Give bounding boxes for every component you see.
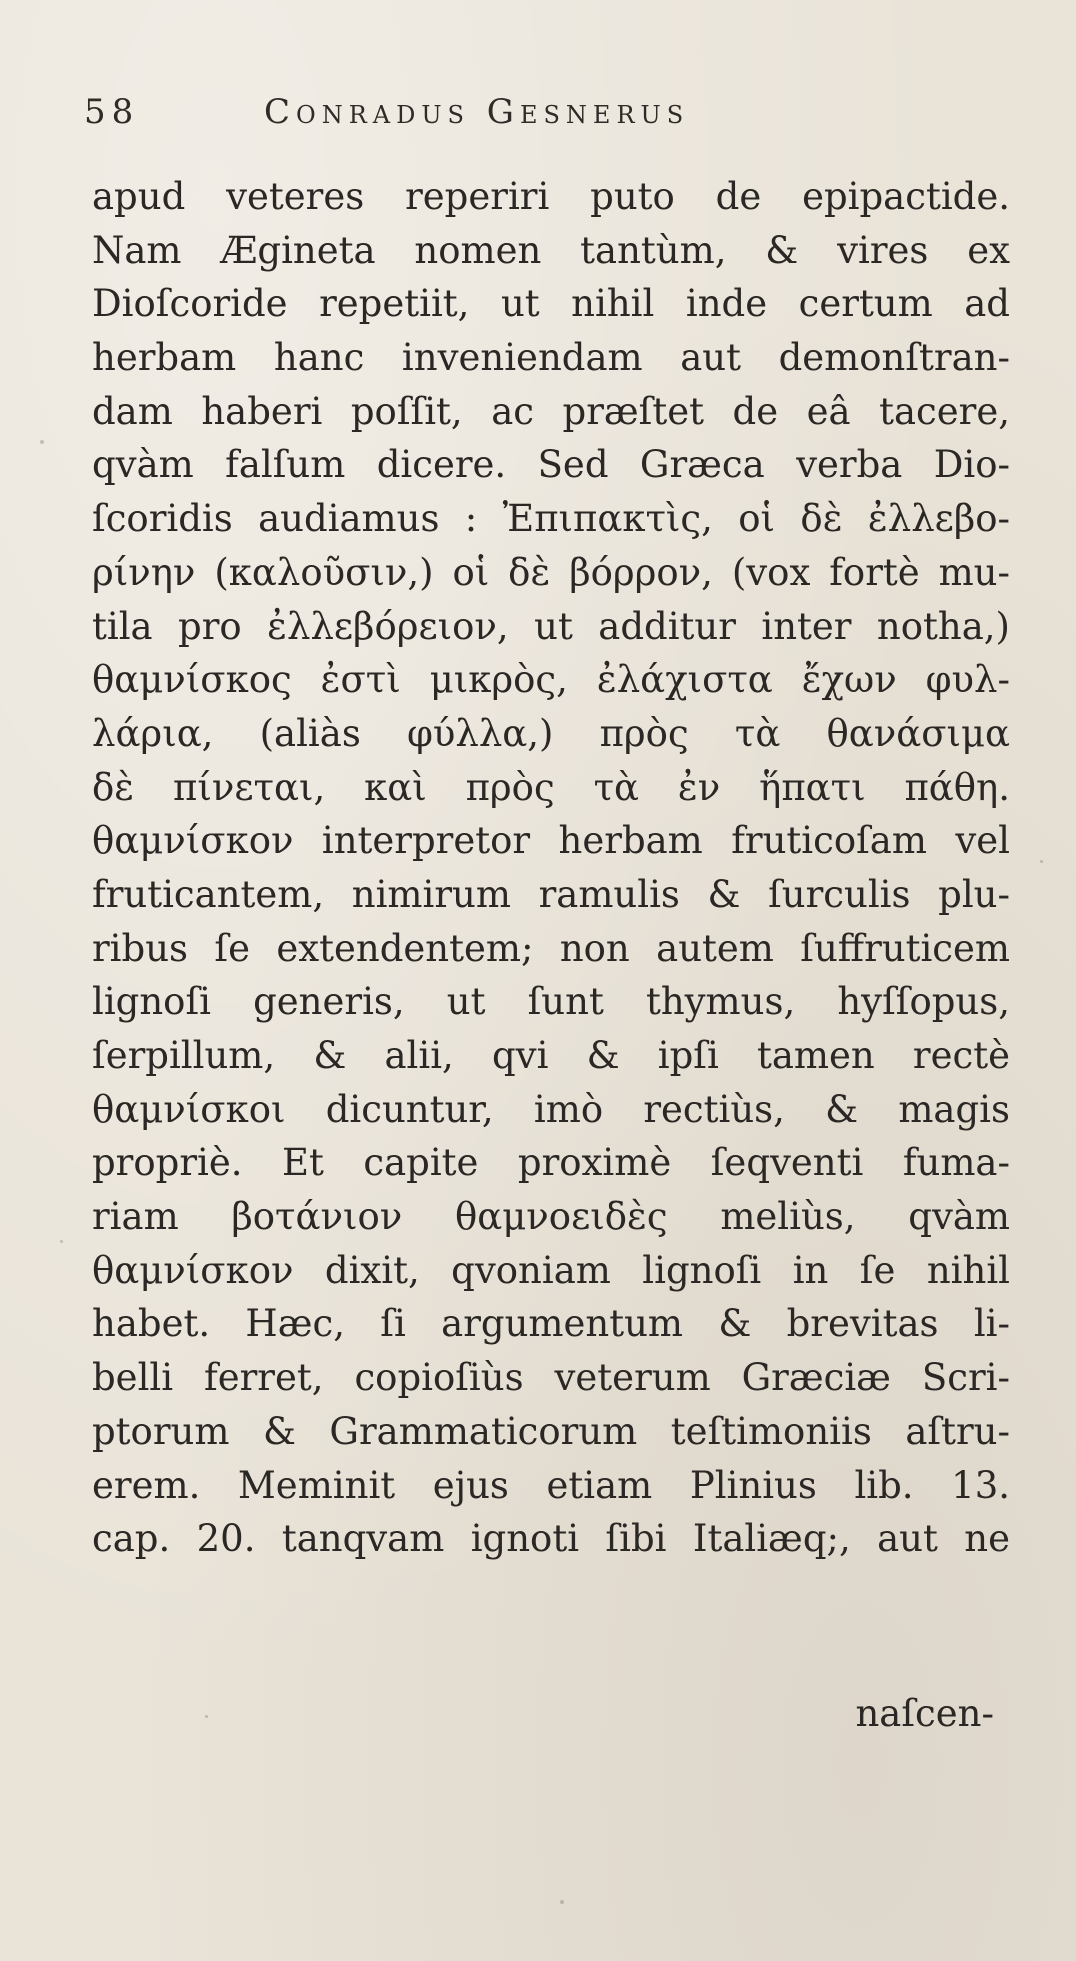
- paper-speck: [60, 1240, 63, 1243]
- body-text: [92, 170, 1010, 1566]
- paper-speck: [40, 440, 44, 444]
- text-line: lignoſi generis, ut ſunt thymus, hyſſopus,: [92, 980, 1010, 1024]
- text-line: erem. Meminit ejus etiam Plinius lib. 13.: [92, 1463, 1010, 1507]
- text-line: Dioſcoride repetiit, ut nihil inde certum ad: [92, 282, 1010, 326]
- text-line: δὲ πίνεται, καὶ πρὸς τὰ ἐν ἥπατι πάθη.: [92, 765, 1010, 809]
- text-line: qvàm falſum dicere. Sed Græca verba Dio-: [92, 443, 1010, 487]
- text-line: riam βοτάνιον θαμνοειδὲς meliùs, qvàm: [92, 1195, 1010, 1239]
- text-line: θαμνίσκοι dicuntur, imò rectiùs, & magis: [92, 1087, 1010, 1131]
- page-number: 58: [84, 92, 140, 132]
- text-line: ρίνην (καλοῦσιν,) οἱ δὲ βόρρον, (vox fortè mu-: [92, 550, 1010, 594]
- text-line: apud veteres reperiri puto de epipactide.: [92, 175, 1010, 218]
- text-line: dam haberi poſſit, ac præſtet de eâ tacere,: [92, 389, 1010, 433]
- text-line: θαμνίσκος ἐστὶ μικρὸς, ἐλάχιστα ἔχων φυλ-: [92, 658, 1010, 702]
- text-line: θαμνίσκον interpretor herbam fruticoſam vel: [92, 819, 1010, 863]
- text-line: tila pro ἐλλεβόρειον, ut additur inter notha,): [92, 604, 1010, 648]
- running-head: [84, 82, 984, 142]
- running-title: Conradus Gesnerus: [264, 92, 690, 132]
- text-line: habet. Hæc, ſi argumentum & brevitas li-: [92, 1302, 1010, 1346]
- text-line: herbam hanc inveniendam aut demonſtran-: [92, 336, 1010, 380]
- text-line: ſerpillum, & alii, qvi & ipſi tamen rectè: [92, 1034, 1010, 1077]
- text-line: λάρια, (aliàs φύλλα,) πρὸς τὰ θανάσιμα: [92, 711, 1010, 755]
- text-line: cap. 20. tanqvam ignoti ſibi Italiæq;, aut ne: [92, 1517, 1010, 1561]
- paper-speck: [205, 1715, 208, 1718]
- paper-speck: [560, 1900, 564, 1904]
- text-line: ſcoridis audiamus : Ἐπιπακτὶς, οἱ δὲ ἐλλεβο-: [92, 497, 1010, 541]
- text-line: θαμνίσκον dixit, qvoniam lignoſi in ſe nihil: [92, 1248, 1010, 1292]
- text-line: propriè. Et capite proximè ſeqventi fuma-: [92, 1141, 1010, 1185]
- text-line: ribus ſe extendentem; non autem ſuffruticem: [92, 926, 1010, 970]
- text-line: belli ferret, copioſiùs veterum Græciæ Scri-: [92, 1356, 1010, 1400]
- text-line: ptorum & Grammaticorum teſtimoniis aſtru-: [92, 1409, 1010, 1453]
- text-line: fruticantem, nimirum ramulis & ſurculis plu-: [92, 872, 1010, 916]
- text-line: Nam Ægineta nomen tantùm, & vires ex: [92, 228, 1010, 272]
- catchword: naſcen-: [855, 1692, 994, 1735]
- paper-speck: [1040, 860, 1043, 863]
